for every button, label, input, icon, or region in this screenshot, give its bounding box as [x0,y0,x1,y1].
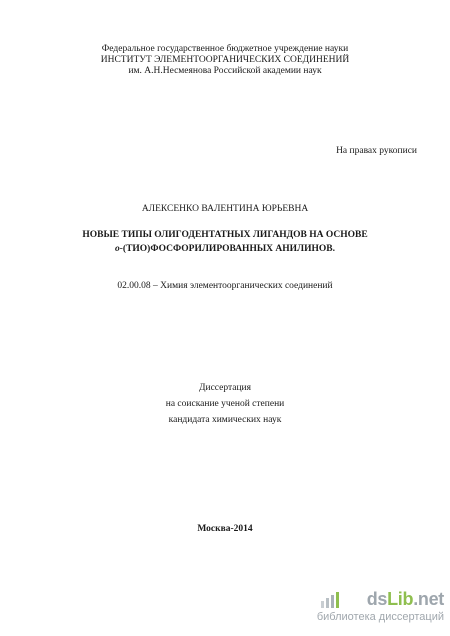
rights-note: На правах рукописи [336,146,417,156]
title-line-2 [0,244,450,255]
institution-line-2: ИНСТИТУТ ЭЛЕМЕНТООРГАНИЧЕСКИХ СОЕДИНЕНИЙ [100,55,350,65]
degree-line-2: на соискание ученой степени [165,399,285,409]
watermark-logo-text: dsLib.net [366,589,444,609]
degree-line-3: кандидата химических наук [168,415,282,425]
degree-line-1: Диссертация [199,383,251,393]
specialty-code: 02.00.08 – Химия элементоорганических соединений [117,281,333,291]
watermark-subtitle: библиотека диссертаций [316,611,444,623]
place-year: Москва-2014 [197,524,253,534]
title-prefix: о- [114,244,123,254]
dslib-watermark[interactable] [318,588,448,628]
institution-line-1: Федеральное государственное бюджетное учреждение науки [101,44,349,54]
watermark-logo-row [318,588,448,610]
title-rest: (ТИО)ФОСФОРИЛИРОВАННЫХ АНИЛИНОВ. [122,244,335,254]
institution-line-3: им. А.Н.Несмеянова Российской академии наук [128,66,322,76]
bar-chart-logo-icon [320,592,348,608]
title-line-1: НОВЫЕ ТИПЫ ОЛИГОДЕНТАТНЫХ ЛИГАНДОВ НА ОСНОВЕ [82,230,368,240]
author-name: АЛЕКСЕНКО ВАЛЕНТИНА ЮРЬЕВНА [141,204,309,214]
